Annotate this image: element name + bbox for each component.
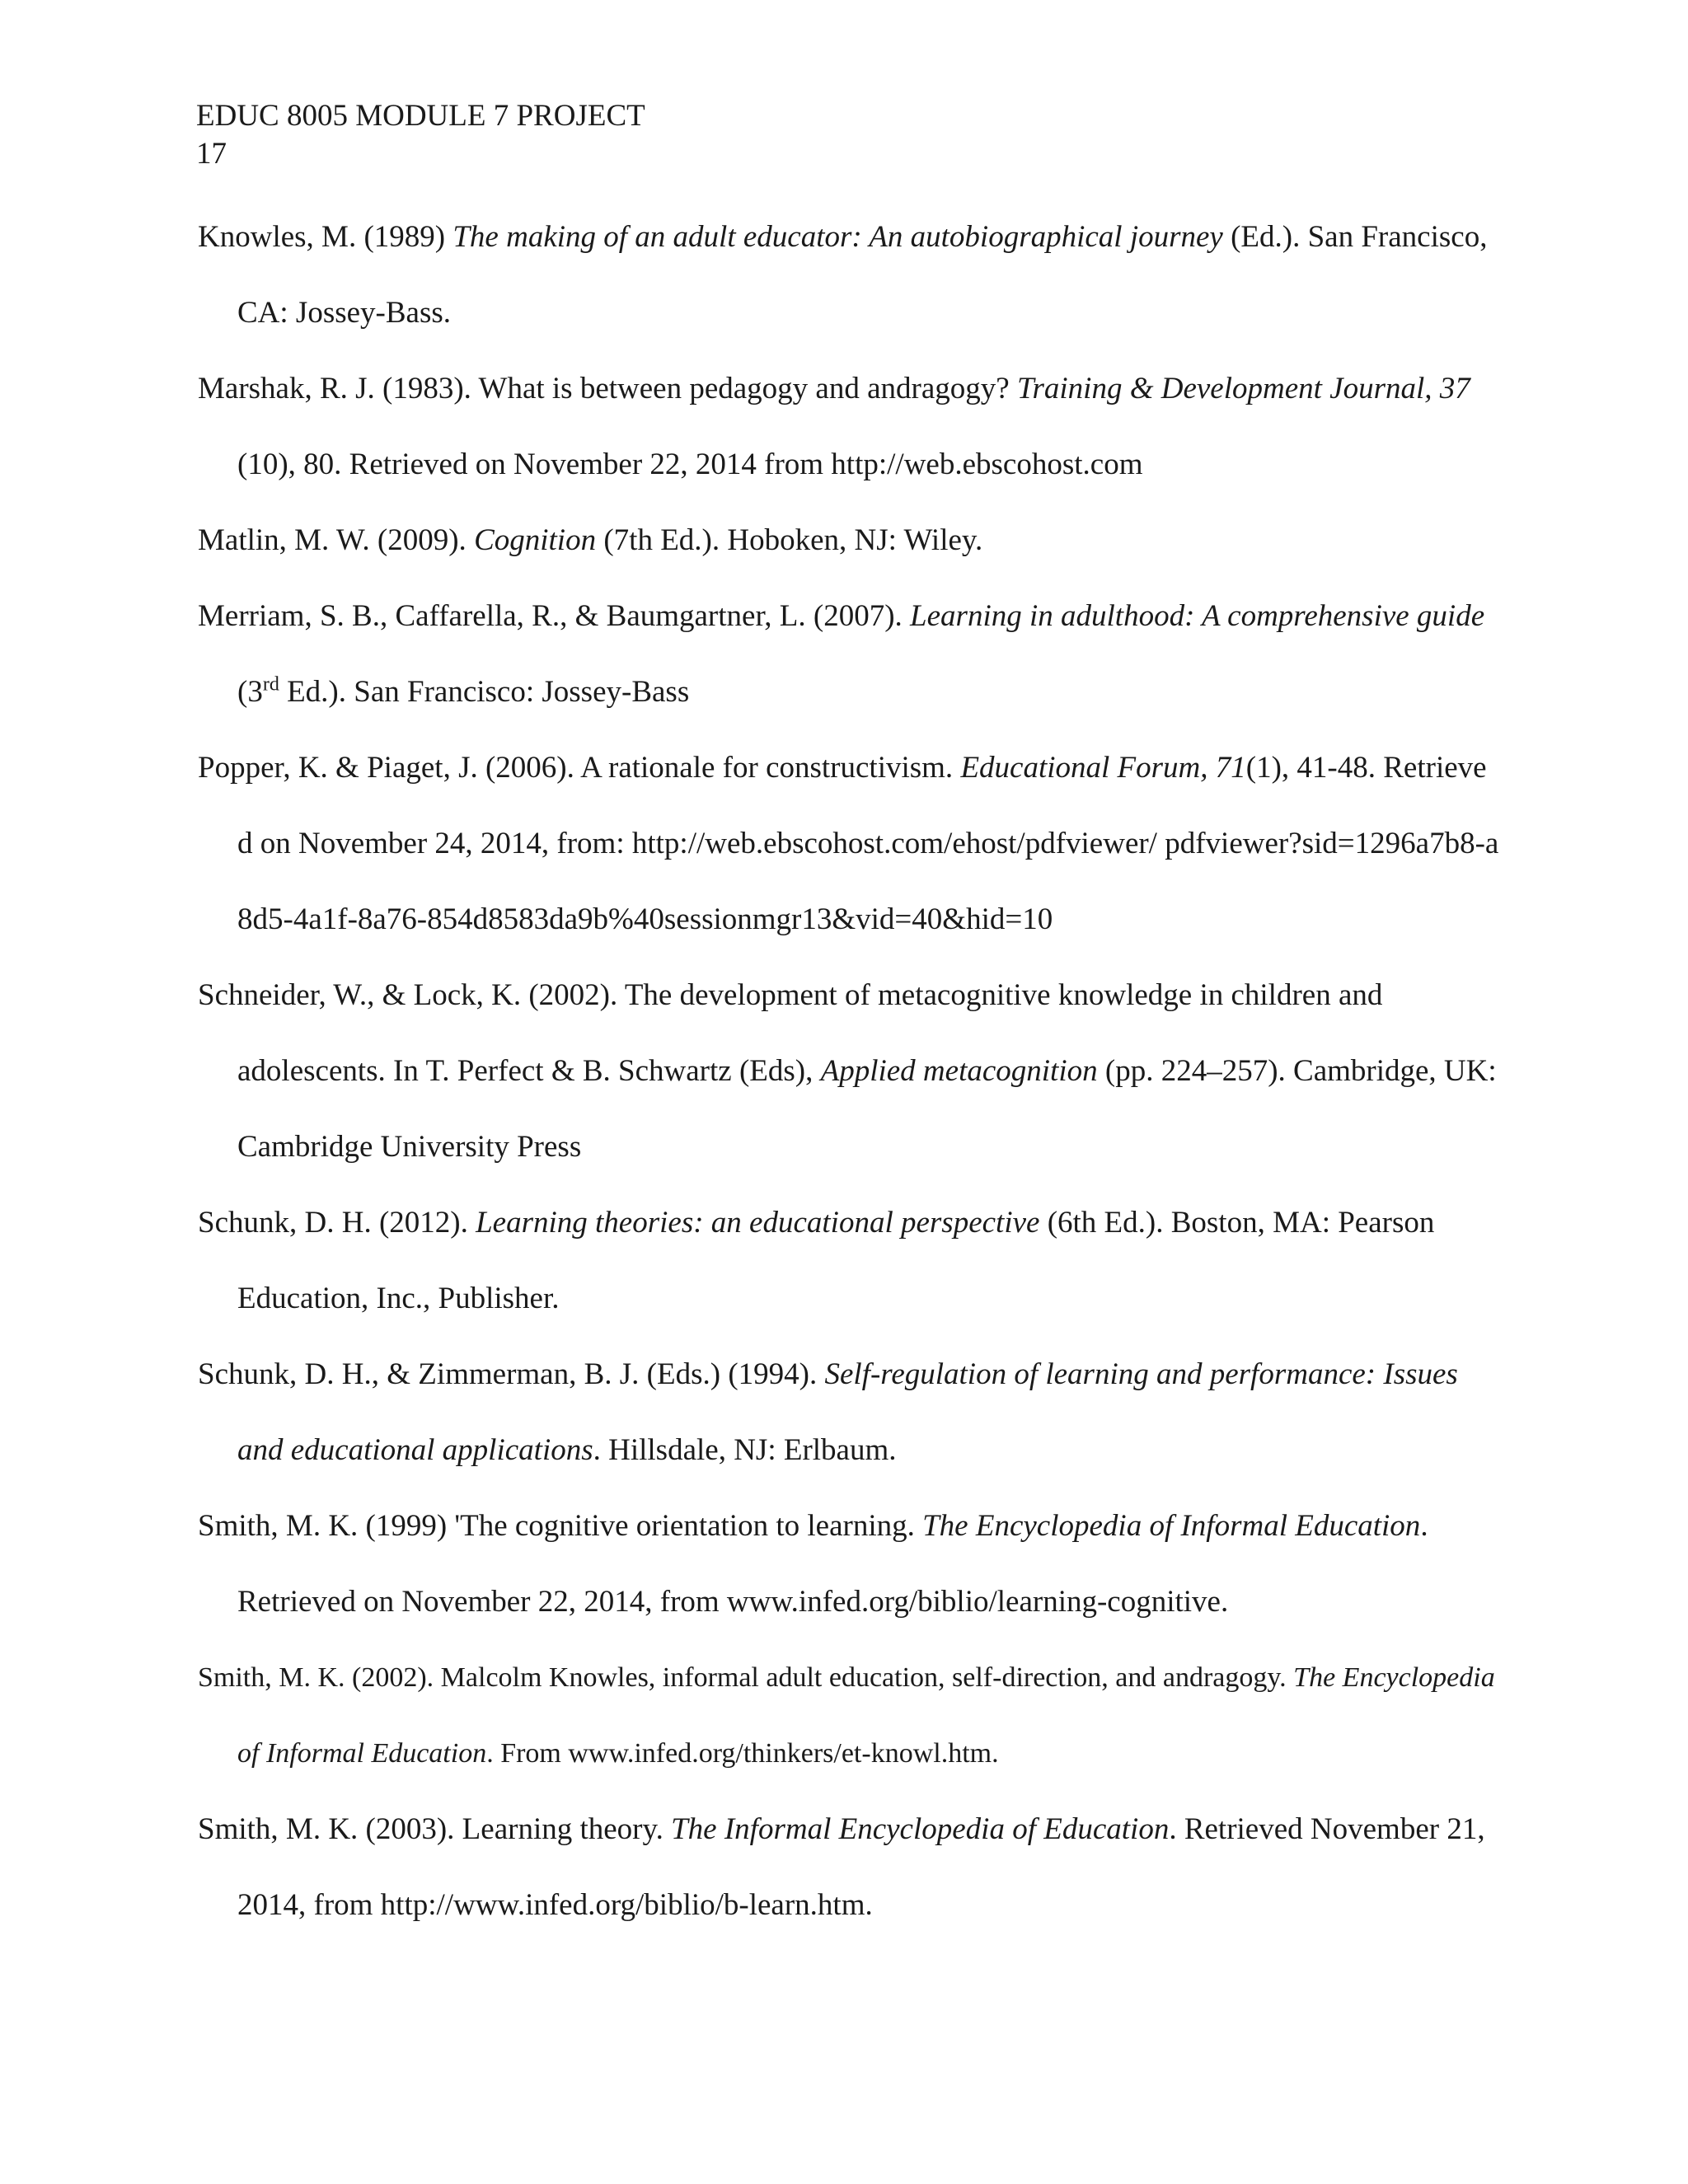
reference-text: Smith, M. K. (2003). Learning theory.: [198, 1812, 672, 1846]
reference-title: The making of an adult educator: An autobiographical journey: [452, 220, 1223, 254]
reference-title: The Informal Encyclopedia of Education: [671, 1812, 1170, 1846]
reference-title: Learning in adulthood: A comprehensive guide: [910, 599, 1485, 633]
reference-text: Smith, M. K. (1999) 'The cognitive orientation to learning.: [198, 1509, 923, 1543]
reference-text: Marshak, R. J. (1983). What is between pedagogy and andragogy?: [198, 372, 1017, 405]
reference-title: Self-regulation of learning and performance: Issues and educational applications: [237, 1357, 1458, 1467]
reference-entry: [198, 1792, 1500, 1943]
reference-text: (Ed.). San Francisco, CA: Jossey-Bass.: [237, 220, 1488, 330]
reference-entry: [198, 503, 1500, 579]
reference-title: The Encyclopedia of Informal Education: [922, 1509, 1421, 1543]
reference-text: . Retrieved on November 22, 2014, from www.infed.org/biblio/learning-cognitive.: [237, 1509, 1428, 1619]
reference-title: Applied metacognition: [820, 1054, 1098, 1088]
page-number: 17: [196, 137, 227, 171]
reference-entry: [198, 730, 1500, 958]
reference-text: . From www.infed.org/thinkers/et-knowl.htm.: [486, 1738, 999, 1769]
reference-entry: [198, 1337, 1500, 1488]
reference-list: [198, 199, 1500, 1943]
reference-entry: [198, 351, 1500, 503]
running-header: [196, 97, 645, 173]
reference-title: Learning theories: an educational perspective: [476, 1206, 1040, 1240]
reference-text: Matlin, M. W. (2009).: [198, 523, 475, 557]
reference-text: . Hillsdale, NJ: Erlbaum.: [593, 1433, 897, 1467]
reference-text: Merriam, S. B., Caffarella, R., & Baumgartner, L. (2007).: [198, 599, 911, 633]
reference-title: The Encyclopedia of Informal Education: [237, 1662, 1495, 1769]
reference-text: Knowles, M. (1989): [198, 220, 453, 254]
reference-text: Ed.). San Francisco: Jossey-Bass: [279, 675, 690, 709]
reference-text: . Retrieved November 21, 2014, from http://www.infed.org/biblio/b-learn.htm.: [237, 1812, 1485, 1922]
superscript: rd: [262, 673, 279, 696]
reference-entry: [198, 579, 1500, 730]
reference-entry: [198, 1640, 1500, 1792]
reference-text: (7th Ed.). Hoboken, NJ: Wiley.: [596, 523, 983, 557]
reference-text: (6th Ed.). Boston, MA: Pearson Education, Inc., Publisher.: [237, 1206, 1435, 1315]
reference-text: (10), 80. Retrieved on November 22, 2014 from http://web.ebscohost.com: [237, 448, 1143, 481]
reference-text: Schneider, W., & Lock, K. (2002). The development of metacognitive knowledge in children and adolescents. In T. Perfect & B. Schwartz (Eds),: [198, 978, 1383, 1088]
reference-text: Popper, K. & Piaget, J. (2006). A rationale for constructivism.: [198, 751, 961, 785]
reference-text: Schunk, D. H., & Zimmerman, B. J. (Eds.) (1994).: [198, 1357, 825, 1391]
reference-title: Cognition: [474, 523, 597, 557]
reference-entry: [198, 1185, 1500, 1337]
reference-title: Educational Forum, 71: [960, 751, 1246, 785]
reference-text: (3: [237, 675, 263, 709]
reference-text: Schunk, D. H. (2012).: [198, 1206, 476, 1240]
running-head-title: EDUC 8005 MODULE 7 PROJECT: [196, 99, 645, 133]
reference-entry: [198, 1488, 1500, 1640]
reference-entry: [198, 958, 1500, 1185]
reference-text: Smith, M. K. (2002). Malcolm Knowles, informal adult education, self-direction, and andragogy.: [198, 1662, 1294, 1693]
reference-text: (pp. 224–257). Cambridge, UK: Cambridge University Press: [237, 1054, 1497, 1164]
reference-text: (1), 41-48. Retrieved on November 24, 2014, from: http://web.ebscohost.com/ehost/pdfviewer/ pdfviewer?sid=1296a7b8-a8d5-4a1f-8a76-854d8583da9b%40sessionmgr13&vid=40&hid=10: [237, 751, 1499, 936]
reference-title: Training & Development Journal, 37: [1016, 372, 1470, 405]
reference-entry: [198, 199, 1500, 351]
